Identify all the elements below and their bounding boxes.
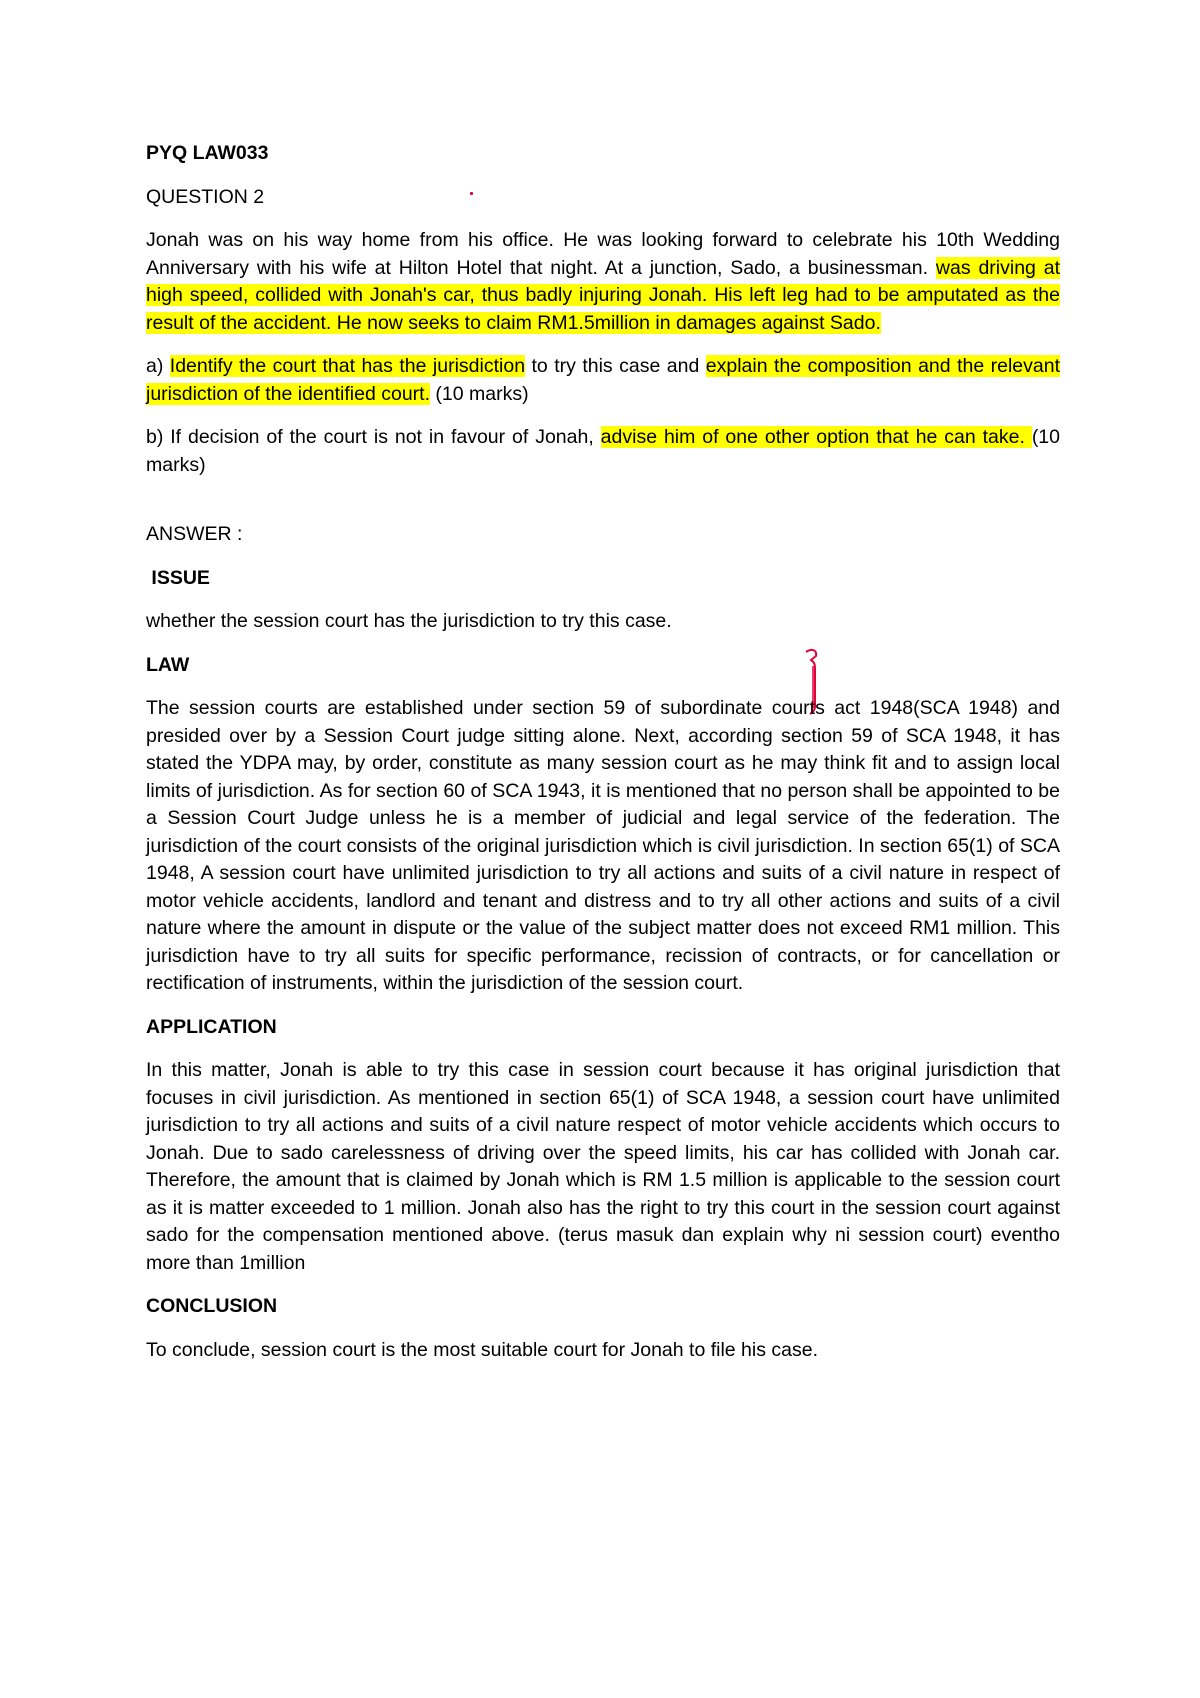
conclusion-heading: CONCLUSION	[146, 1295, 278, 1317]
scenario-text: Jonah was on his way home from his office. He was looking forward to celebrate his 10th Wedding Anniversary with his wife at Hilton Hotel that night. At a junction, Sado, a businessman.	[146, 229, 1060, 279]
question-a-middle: to try this case and	[525, 355, 706, 377]
question-a-highlight-1: Identify the court that has the jurisdiction	[169, 355, 526, 377]
document-page	[146, 140, 1060, 1364]
application-text: In this matter, Jonah is able to try this case in session court because it has original jurisdiction that focuses in civil jurisdiction. As mentioned in section 65(1) of SCA 1948, a session court have unlimited jurisdiction to try all actions and suits of a civil nature respect of motor vehicle accidents which occurs to Jonah. Due to sado carelessness of driving over the speed limits, his car has collided with Jonah car. Therefore, the amount that is claimed by Jonah which is RM 1.5 million is applicable to the session court as it is matter exceeded to 1 million. Jonah also has the right to try this court in the session court against sado for the compensation mentioned above. (terus masuk dan explain why ni session court) eventho more than 1million	[146, 1059, 1060, 1274]
answer-label: ANSWER :	[146, 523, 243, 545]
scenario-highlight: was driving at high speed, collided with Jonah's car, thus badly injuring Jonah. His left leg had to be amputated as the result of the accident. He now seeks to claim RM1.5million in damages against Sado.	[146, 256, 1061, 334]
question-a-prefix: a)	[146, 355, 170, 377]
issue-text: whether the session court has the jurisdiction to try this case.	[146, 610, 672, 632]
question-b-prefix: b) If decision of the court is not in favour of Jonah,	[146, 426, 601, 448]
question-label: QUESTION 2	[146, 185, 265, 208]
law-text: The session courts are established under section 59 of subordinate courts act 1948(SCA 1948) and presided over by a Session Court judge sitting alone. Next, according section 59 of SCA 1948, it has stated the YDPA may, by order, constitute as many session court as he may think fit and to assign local limits of jurisdiction. As for section 60 of SCA 1943, it is mentioned that no person shall be appointed to be a Session Court Judge unless he is a member of judicial and legal service of the federation. The jurisdiction of the court consists of the original jurisdiction which is civil jurisdiction. In section 65(1) of SCA 1948, A session court have unlimited jurisdiction to try all actions and suits of a civil nature in respect of motor vehicle accidents, landlord and tenant and distress and to try all other actions and suits of a civil nature where the amount in dispute or the value of the subject matter does not exceed RM1 million. This jurisdiction have to try all suits for specific performance, recission of contracts, or for cancellation or rectification of instruments, within the jurisdiction of the session court.	[146, 697, 1060, 994]
scenario-paragraph	[146, 227, 1060, 337]
question-b-highlight: advise him of one other option that he can take.	[600, 426, 1032, 448]
question-b	[146, 424, 1060, 479]
question-a	[146, 353, 1060, 408]
application-heading: APPLICATION	[146, 1015, 277, 1038]
law-heading: LAW	[146, 653, 190, 676]
question-a-marks: (10 marks)	[430, 382, 529, 405]
issue-heading: ISSUE	[146, 566, 210, 589]
document-title: PYQ LAW033	[146, 142, 269, 164]
question-b-marks: (10 marks)	[146, 426, 1060, 476]
conclusion-text: To conclude, session court is the most suitable court for Jonah to file his case.	[146, 1338, 819, 1361]
question-a-highlight-2: explain the composition and the relevant jurisdiction of the identified court.	[146, 355, 1060, 405]
